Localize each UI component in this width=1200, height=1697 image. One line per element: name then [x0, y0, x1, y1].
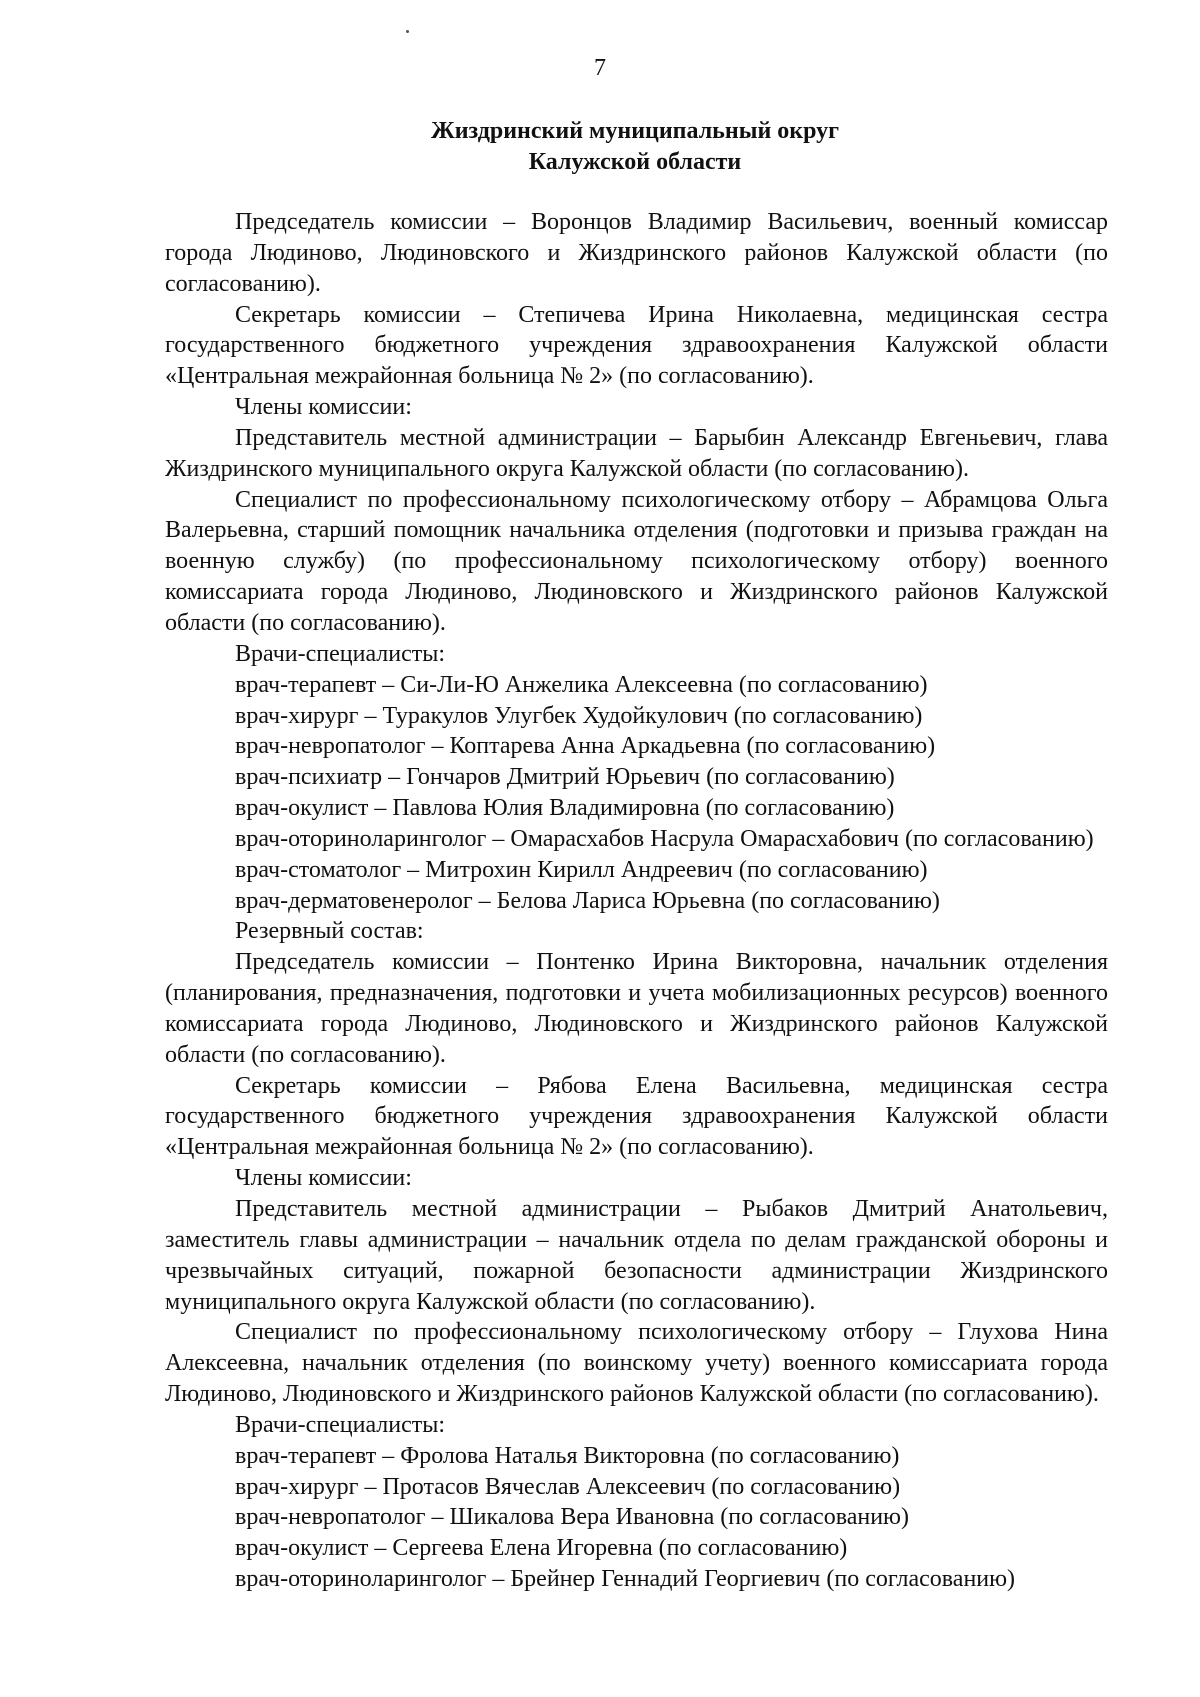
paragraph-main-ophthalmologist: врач-окулист – Павлова Юлия Владимировна (по согласованию) [235, 795, 895, 822]
heading-region: Калужской области [528, 149, 742, 175]
page-number: 7 [594, 55, 606, 81]
paragraph-main-members-heading: Члены комиссии: [235, 394, 412, 421]
paragraph-reserve-neurologist: врач-невропатолог – Шикалова Вера Ивановна (по согласованию) [235, 1504, 909, 1531]
paragraph-reserve-members-heading: Члены комиссии: [235, 1165, 412, 1192]
paragraph-main-dentist: врач-стоматолог – Митрохин Кирилл Андреевич (по согласованию) [235, 856, 928, 883]
paragraph-reserve-chairman: Председатель комиссии – Понтенко Ирина Викторовна, начальник отделения (планирования, предназначения, подготовки и учета мобилизационных ресурсов) военного комиссариата города Людиново, Людиновского и Жиздринского районов Калужской области (по согласованию). [165, 949, 1108, 1068]
paragraph-reserve-admin-rep: Представитель местной администрации – Рыбаков Дмитрий Анатольевич, заместитель главы администрации – начальник отдела по делам гражданской обороны и чрезвычайных ситуаций, пожарной безопасности администрации Жиздринского муниципального округа Калужской области (по согласованию). [165, 1196, 1108, 1315]
document-body [165, 207, 1108, 1595]
paragraph-reserve-heading: Резервный состав: [235, 918, 424, 945]
paragraph-main-surgeon: врач-хирург – Туракулов Улугбек Худойкулович (по согласованию) [235, 702, 923, 729]
paragraph-main-therapist: врач-терапевт – Си-Ли-Ю Анжелика Алексеевна (по согласованию) [235, 671, 928, 698]
paragraph-reserve-ent: врач-оториноларинголог – Брейнер Геннадий Георгиевич (по согласованию) [235, 1566, 1016, 1593]
paragraph-reserve-ophthalmologist: врач-окулист – Сергеева Елена Игоревна (по согласованию) [235, 1535, 848, 1562]
paragraph-main-doctors-heading: Врачи-специалисты: [235, 640, 446, 667]
paragraph-main-secretary: Секретарь комиссии – Степичева Ирина Николаевна, медицинская сестра государственного бюджетного учреждения здравоохранения Калужской области «Центральная межрайонная больница № 2» (по согласованию). [165, 301, 1108, 390]
paragraph-main-psychiatrist: врач-психиатр – Гончаров Дмитрий Юрьевич (по согласованию) [235, 764, 895, 791]
paragraph-main-neurologist: врач-невропатолог – Коптарева Анна Аркадьевна (по согласованию) [235, 733, 936, 760]
paragraph-main-dermatologist: врач-дерматовенеролог – Белова Лариса Юрьевна (по согласованию) [235, 887, 940, 914]
paragraph-reserve-doctors-heading: Врачи-специалисты: [235, 1411, 446, 1438]
paragraph-main-chairman: Председатель комиссии – Воронцов Владимир Васильевич, военный комиссар города Людиново, Людиновского и Жиздринского районов Калужской области (по согласованию). [165, 209, 1108, 297]
paragraph-reserve-therapist: врач-терапевт – Фролова Наталья Викторовна (по согласованию) [235, 1442, 900, 1469]
paragraph-main-ent: врач-оториноларинголог – Омарасхабов Насрула Омарасхабович (по согласованию) [235, 825, 1094, 852]
scan-speck [406, 30, 409, 33]
paragraph-reserve-surgeon: врач-хирург – Протасов Вячеслав Алексеевич (по согласованию) [235, 1473, 901, 1500]
heading-district: Жиздринский муниципальный округ [430, 118, 840, 144]
paragraph-main-admin-rep: Представитель местной администрации – Барыбин Александр Евгеньевич, глава Жиздринского муниципального округа Калужской области (по согласованию). [165, 424, 1108, 482]
paragraph-reserve-secretary: Секретарь комиссии – Рябова Елена Васильевна, медицинская сестра государственного бюджетного учреждения здравоохранения Калужской области «Центральная межрайонная больница № 2» (по согласованию). [165, 1072, 1108, 1161]
document-heading [165, 116, 1105, 178]
paragraph-reserve-psych-specialist: Специалист по профессиональному психологическому отбору – Глухова Нина Алексеевна, начальник отделения (по воинскому учету) военного комиссариата города Людиново, Людиновского и Жиздринского районов Калужской области (по согласованию). [165, 1319, 1108, 1408]
paragraph-main-psych-specialist: Специалист по профессиональному психологическому отбору – Абрамцова Ольга Валерьевна, старший помощник начальника отделения (подготовки и призыва граждан на военную службу) (по профессиональному психологическому отбору) военного комиссариата города Людиново, Людиновского и Жиздринского районов Калужской области (по согласованию). [165, 486, 1108, 636]
